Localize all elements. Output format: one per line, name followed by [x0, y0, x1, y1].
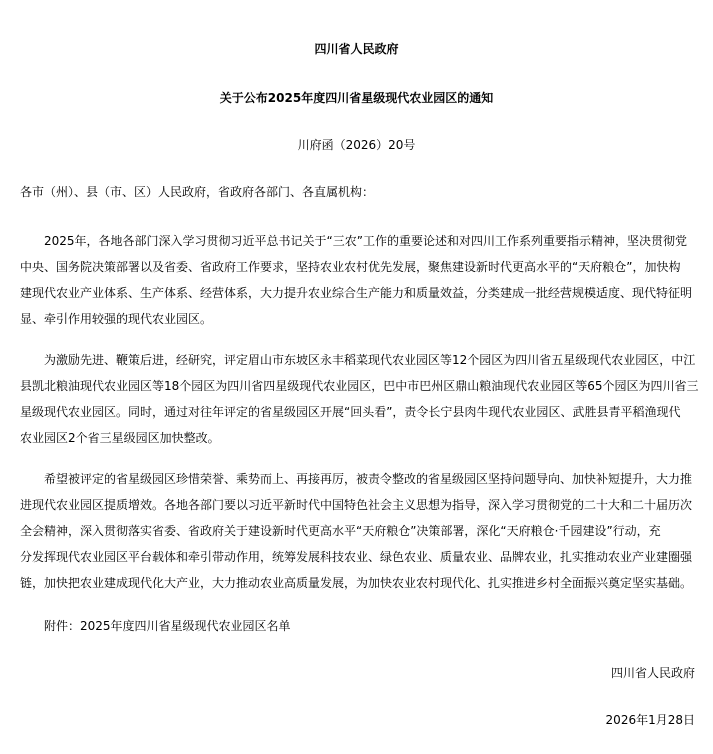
salutation: 各市（州）、县（市、区）人民政府，省政府各部门、各直属机构： — [20, 185, 375, 199]
paragraph-line: 显、牵引作用较强的现代农业园区。 — [20, 312, 213, 326]
paragraph-line: 希望被评定的省星级园区珍惜荣誉、乘势而上、再接再厉，被责令整改的省星级园区坚持问题导向、加快补短提升，大力推 — [44, 472, 693, 486]
paragraph-line: 分发挥现代农业园区平台载体和牵引带动作用，统筹发展科技农业、绿色农业、质量农业、品牌农业，扎实推动农业产业建圈强 — [20, 550, 693, 564]
paragraph-line: 农业园区2个省三星级园区加快整改。 — [20, 431, 220, 445]
issuing-authority: 四川省人民政府 — [314, 42, 399, 56]
paragraph-line: 县凯北粮油现代农业园区等18个园区为四川省四星级现代农业园区，巴中市巴州区鼎山粮油现代农业园区等65个园区为四川省三 — [20, 379, 699, 393]
body-paragraph-1 — [20, 228, 694, 332]
paragraph-line: 为激励先进、鞭策后进，经研究，评定眉山市东坡区永丰稻菜现代农业园区等12个园区为四川省五星级现代农业园区，中江 — [44, 353, 696, 367]
document-title: 关于公布2025年度四川省星级现代农业园区的通知 — [219, 91, 494, 105]
body-paragraph-3 — [20, 466, 694, 596]
document-number: 川府函（2026）20号 — [297, 138, 416, 152]
paragraph-line: 链，加快把农业建成现代化大产业，大力推动农业高质量发展，为加快农业农村现代化、扎实推进乡村全面振兴奠定坚实基础。 — [20, 576, 693, 590]
paragraph-line: 建现代农业产业体系、生产体系、经营体系，大力提升农业综合生产能力和质量效益，分类建成一批经营规模适度、现代特征明 — [20, 286, 693, 300]
paragraph-line: 中央、国务院决策部署以及省委、省政府工作要求，坚持农业农村优先发展，聚焦建设新时代更高水平的“天府粮仓”，加快构 — [20, 260, 681, 274]
paragraph-line: 2025年，各地各部门深入学习贯彻习近平总书记关于“三农”工作的重要论述和对四川工作系列重要指示精神，坚决贯彻党 — [44, 234, 687, 248]
paragraph-line: 进现代农业园区提质增效。各地各部门要以习近平新时代中国特色社会主义思想为指导，深入学习贯彻党的二十大和二十届历次 — [20, 498, 693, 512]
signature-organization: 四川省人民政府 — [610, 666, 695, 680]
paragraph-line: 全会精神，深入贯彻落实省委、省政府关于建设新时代更高水平“天府粮仓”决策部署，深化“天府粮仓·千园建设”行动，充 — [20, 524, 661, 538]
attachment-note: 附件：2025年度四川省星级现代农业园区名单 — [44, 619, 291, 633]
body-paragraph-2 — [20, 347, 699, 451]
signature-date: 2026年1月28日 — [605, 713, 695, 727]
paragraph-line: 星级现代农业园区。同时，通过对往年评定的省星级园区开展“回头看”，责令长宁县肉牛现代农业园区、武胜县青平稻渔现代 — [20, 405, 681, 419]
